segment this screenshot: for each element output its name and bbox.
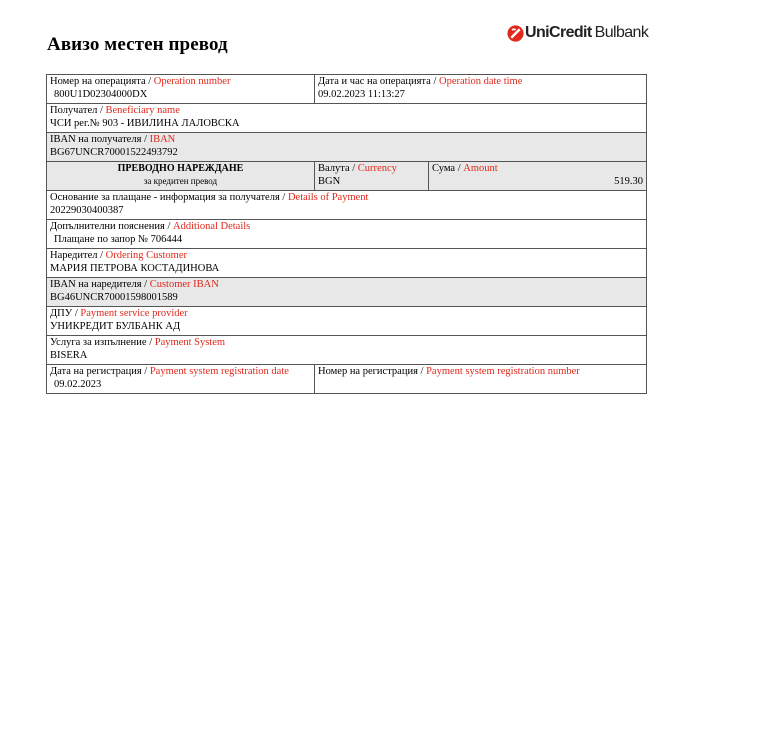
ordering-customer-value: МАРИЯ ПЕТРОВА КОСТАДИНОВА <box>50 263 220 274</box>
form-row-psp <box>47 306 646 335</box>
ordering-customer-cell <box>47 249 646 277</box>
beneficiary-value: ЧСИ рег.№ 903 - ИВИЛИНА ЛАЛОВСКА <box>50 118 240 129</box>
form-row-beneficiary <box>47 103 646 132</box>
beneficiary-label: Получател / Beneficiary name <box>50 105 180 116</box>
details-cell <box>47 191 646 219</box>
operation-datetime-label: Дата и час на операцията / Operation date time <box>318 76 523 87</box>
customer-iban-value: BG46UNCR70001598001589 <box>50 292 178 303</box>
operation-number-cell <box>47 75 314 103</box>
form-row-customer-iban <box>47 277 646 306</box>
beneficiary-iban-cell <box>47 133 646 161</box>
operation-datetime-cell <box>314 75 646 103</box>
beneficiary-iban-value: BG67UNCR70001522493792 <box>50 147 178 158</box>
amount-value: 519.30 <box>614 176 643 187</box>
payment-system-value: BISERA <box>50 350 88 361</box>
registration-date-label: Дата на регистрация / Payment system registration date <box>50 366 289 377</box>
transfer-advice-form <box>46 74 647 394</box>
details-label: Основание за плащане - информация за получателя / Details of Payment <box>50 192 369 203</box>
registration-number-label: Номер на регистрация / Payment system registration number <box>318 366 580 377</box>
registration-date-cell <box>47 365 314 393</box>
page-title: Авизо местен превод <box>47 34 228 55</box>
customer-iban-label: IBAN на наредителя / Customer IBAN <box>50 279 219 290</box>
currency-cell <box>314 162 428 190</box>
form-row-operation <box>47 75 646 103</box>
payment-order-subtitle: за кредитен превод <box>143 176 218 186</box>
payment-order-title: ПРЕВОДНО НАРЕЖДАНЕ <box>117 163 244 174</box>
form-row-registration <box>47 364 646 393</box>
additional-cell <box>47 220 646 248</box>
beneficiary-cell <box>47 104 646 132</box>
payment-system-label: Услуга за изпълнение / Payment System <box>50 337 226 348</box>
form-row-details <box>47 190 646 219</box>
details-value: 20229030400387 <box>50 205 124 216</box>
psp-label: ДПУ / Payment service provider <box>50 308 188 319</box>
beneficiary-iban-label: IBAN на получателя / IBAN <box>50 134 176 145</box>
registration-number-cell <box>314 365 646 393</box>
additional-label: Допълнителни пояснения / Additional Details <box>50 221 251 232</box>
logo-credit-text: Credit <box>548 24 592 41</box>
amount-cell <box>428 162 646 190</box>
form-row-ordering-customer <box>47 248 646 277</box>
customer-iban-cell <box>47 278 646 306</box>
psp-value: УНИКРЕДИТ БУЛБАНК АД <box>50 321 181 332</box>
amount-label: Сума / Amount <box>432 163 498 174</box>
payment-system-cell <box>47 336 646 364</box>
psp-cell <box>47 307 646 335</box>
operation-number-label: Номер на операцията / Operation number <box>50 76 231 87</box>
form-row-additional <box>47 219 646 248</box>
registration-date-value: 09.02.2023 <box>54 379 102 390</box>
logo-uni-text: Uni <box>525 24 549 41</box>
payment-order-cell <box>47 162 314 190</box>
form-row-payment-order <box>47 161 646 190</box>
logo-bulbank-text: Bulbank <box>594 24 649 41</box>
operation-datetime-value: 09.02.2023 11:13:27 <box>318 89 405 100</box>
currency-label: Валута / Currency <box>318 163 397 174</box>
additional-value: Плащане по запор № 706444 <box>54 234 183 245</box>
unicredit-logo-icon <box>507 25 524 42</box>
operation-number-value: 800U1D02304000DX <box>54 89 148 100</box>
ordering-customer-label: Наредител / Ordering Customer <box>50 250 188 261</box>
currency-value: BGN <box>318 176 341 187</box>
form-row-beneficiary-iban <box>47 132 646 161</box>
unicredit-bulbank-logo <box>507 24 648 42</box>
form-row-payment-system <box>47 335 646 364</box>
